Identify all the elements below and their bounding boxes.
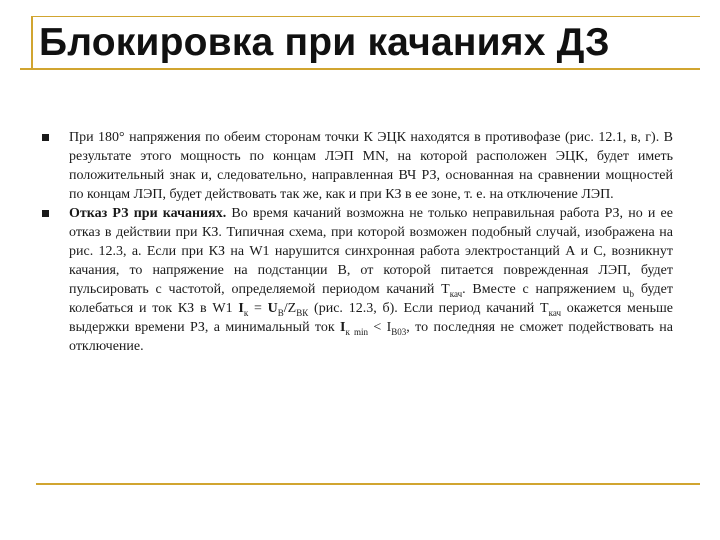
frame-vertical-line xyxy=(31,16,33,69)
bullet-text: . Вместе с напряжением u xyxy=(462,282,630,297)
bullet-list xyxy=(41,128,673,356)
subscript: В xyxy=(277,307,284,318)
subscript: кач xyxy=(449,288,463,299)
bullet-text: /Z xyxy=(283,301,297,316)
current-symbol: I xyxy=(238,301,244,316)
subscript: ВК xyxy=(296,307,309,318)
slide-title: Блокировка при качаниях ДЗ xyxy=(39,21,610,64)
bullet-lead: Отказ РЗ при качаниях. xyxy=(69,206,227,221)
bullet-text: < I xyxy=(367,320,392,335)
subscript: к xyxy=(243,307,249,318)
title-underline xyxy=(20,68,700,70)
subscript: b xyxy=(629,288,635,299)
square-bullet-icon xyxy=(42,134,49,141)
subscript: к min xyxy=(345,326,368,337)
current-symbol: I xyxy=(340,320,346,335)
square-bullet-icon xyxy=(42,210,49,217)
bullet-text: , то последняя не сможет подействовать на отключение. xyxy=(69,320,674,354)
bullet-text: окажется меньше выдержки времени РЗ, а минимальный ток xyxy=(69,301,673,335)
bullet-text: (рис. 12.3, б). Если период качаний Т xyxy=(308,301,549,316)
subscript: кач xyxy=(548,307,562,318)
bullet-item-1 xyxy=(41,128,673,204)
bullet-text: Во время качаний возможна не только неправильная работа РЗ, но и ее отказ в действии при КЗ. Типичная схема, при которой возможен подобный случай, изображена на рис. 12.3, а. Если при КЗ на W1 нарушится синхронная работа электростанций А и С, возникнут качания, то напряжение на подстанции В, от которой питается поврежденная ЛЭП, будет пульсировать с частотой, определяемой периодом качаний Т xyxy=(69,206,673,297)
bullet-text-1: При 180° напряжения по обеим сторонам точки К ЭЦК находятся в противофазе (рис. 12.1, в, г). В результате этого мощность по концам ЛЭП MN, на которой расположен ЭЦК, будет иметь положительный знак и, следовательно, направленная ВЧ РЗ, основанная на сравнении мощностей по концам ЛЭП, будет действовать так же, как и при КЗ в ее зоне, т. е. на отключение ЛЭП. xyxy=(69,130,673,202)
frame-bottom-line xyxy=(36,483,700,485)
bullet-text: будет колебаться и ток КЗ в W1 xyxy=(69,282,674,316)
bullet-item-2 xyxy=(41,204,673,356)
voltage-symbol: U xyxy=(267,301,278,316)
subscript: B03 xyxy=(391,326,407,337)
bullet-text: = xyxy=(248,301,268,316)
frame-top-line xyxy=(31,16,700,17)
